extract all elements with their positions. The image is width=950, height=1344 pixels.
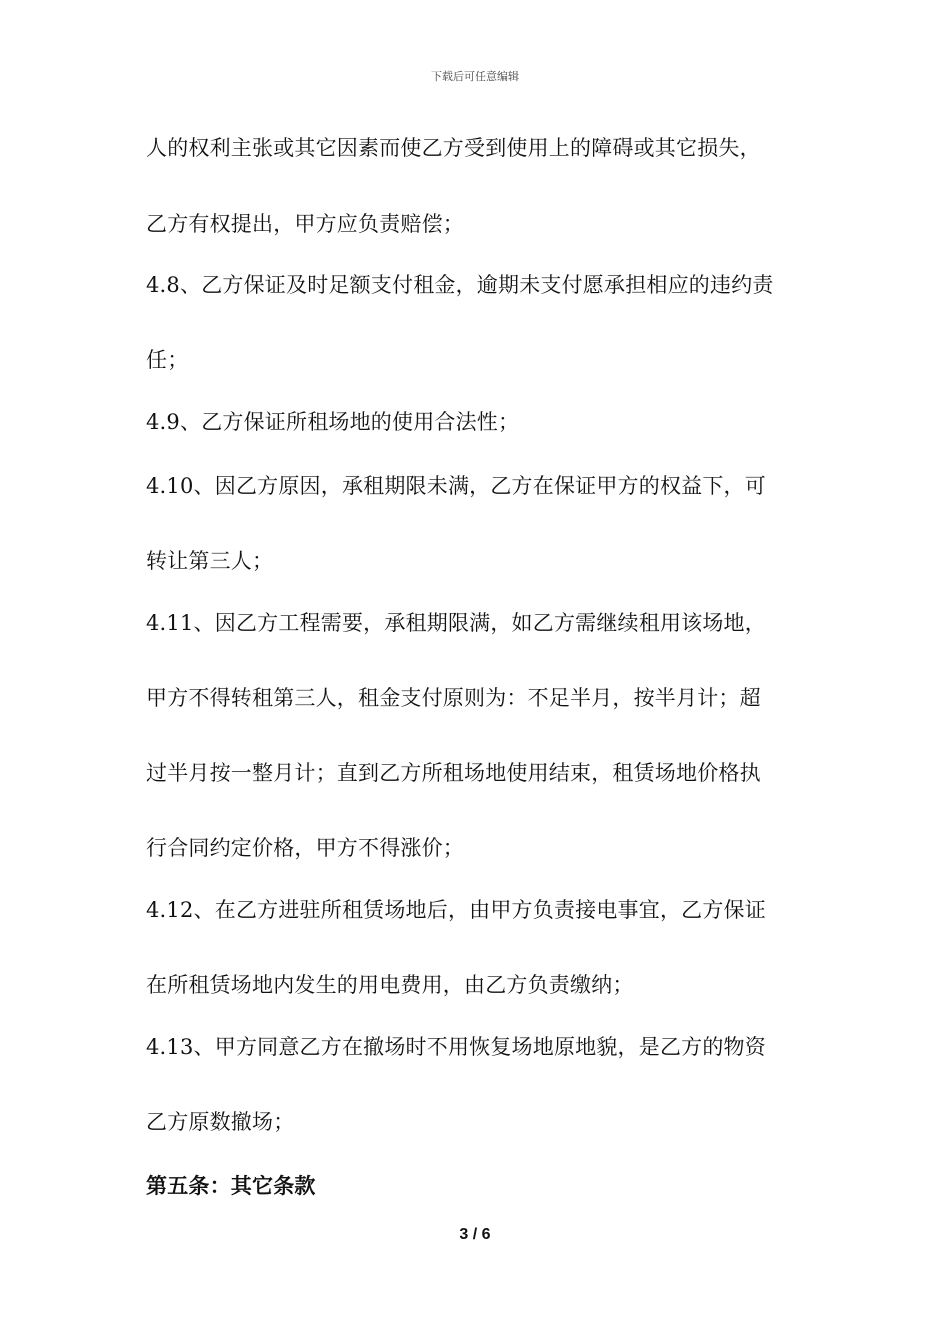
paragraph-line: 4.11、因乙方工程需要，承租期限满，如乙方需继续租用该场地， xyxy=(146,611,766,635)
paragraph-line: 在所租赁场地内发生的用电费用，由乙方负责缴纳； xyxy=(146,973,634,997)
paragraph-line: 4.9、乙方保证所租场地的使用合法性； xyxy=(146,410,520,434)
paragraph-line: 4.12、在乙方进驻所租赁场地后，由甲方负责接电事宜，乙方保证 xyxy=(146,898,766,922)
paragraph-line: 行合同约定价格，甲方不得涨价； xyxy=(146,836,464,860)
page-header: 下载后可任意编辑 xyxy=(431,70,519,83)
section-heading: 第五条：其它条款 xyxy=(146,1174,316,1198)
paragraph-line: 4.8、乙方保证及时足额支付租金，逾期未支付愿承担相应的违约责 xyxy=(146,273,774,297)
page-number: 3 / 6 xyxy=(459,1226,491,1243)
paragraph-line: 乙方有权提出，甲方应负责赔偿； xyxy=(146,212,464,236)
paragraph-line: 甲方不得转租第三人，租金支付原则为：不足半月，按半月计；超 xyxy=(146,686,761,710)
paragraph-line: 人的权利主张或其它因素而使乙方受到使用上的障碍或其它损失， xyxy=(146,136,761,160)
paragraph-line: 任； xyxy=(146,348,189,372)
paragraph-line: 4.10、因乙方原因，承租期限未满，乙方在保证甲方的权益下，可 xyxy=(146,474,766,498)
paragraph-line: 4.13、甲方同意乙方在撤场时不用恢复场地原地貌，是乙方的物资 xyxy=(146,1035,766,1059)
paragraph-line: 转让第三人； xyxy=(146,549,274,573)
paragraph-line: 过半月按一整月计；直到乙方所租场地使用结束，租赁场地价格执 xyxy=(146,761,761,785)
paragraph-line: 乙方原数撤场； xyxy=(146,1110,295,1134)
